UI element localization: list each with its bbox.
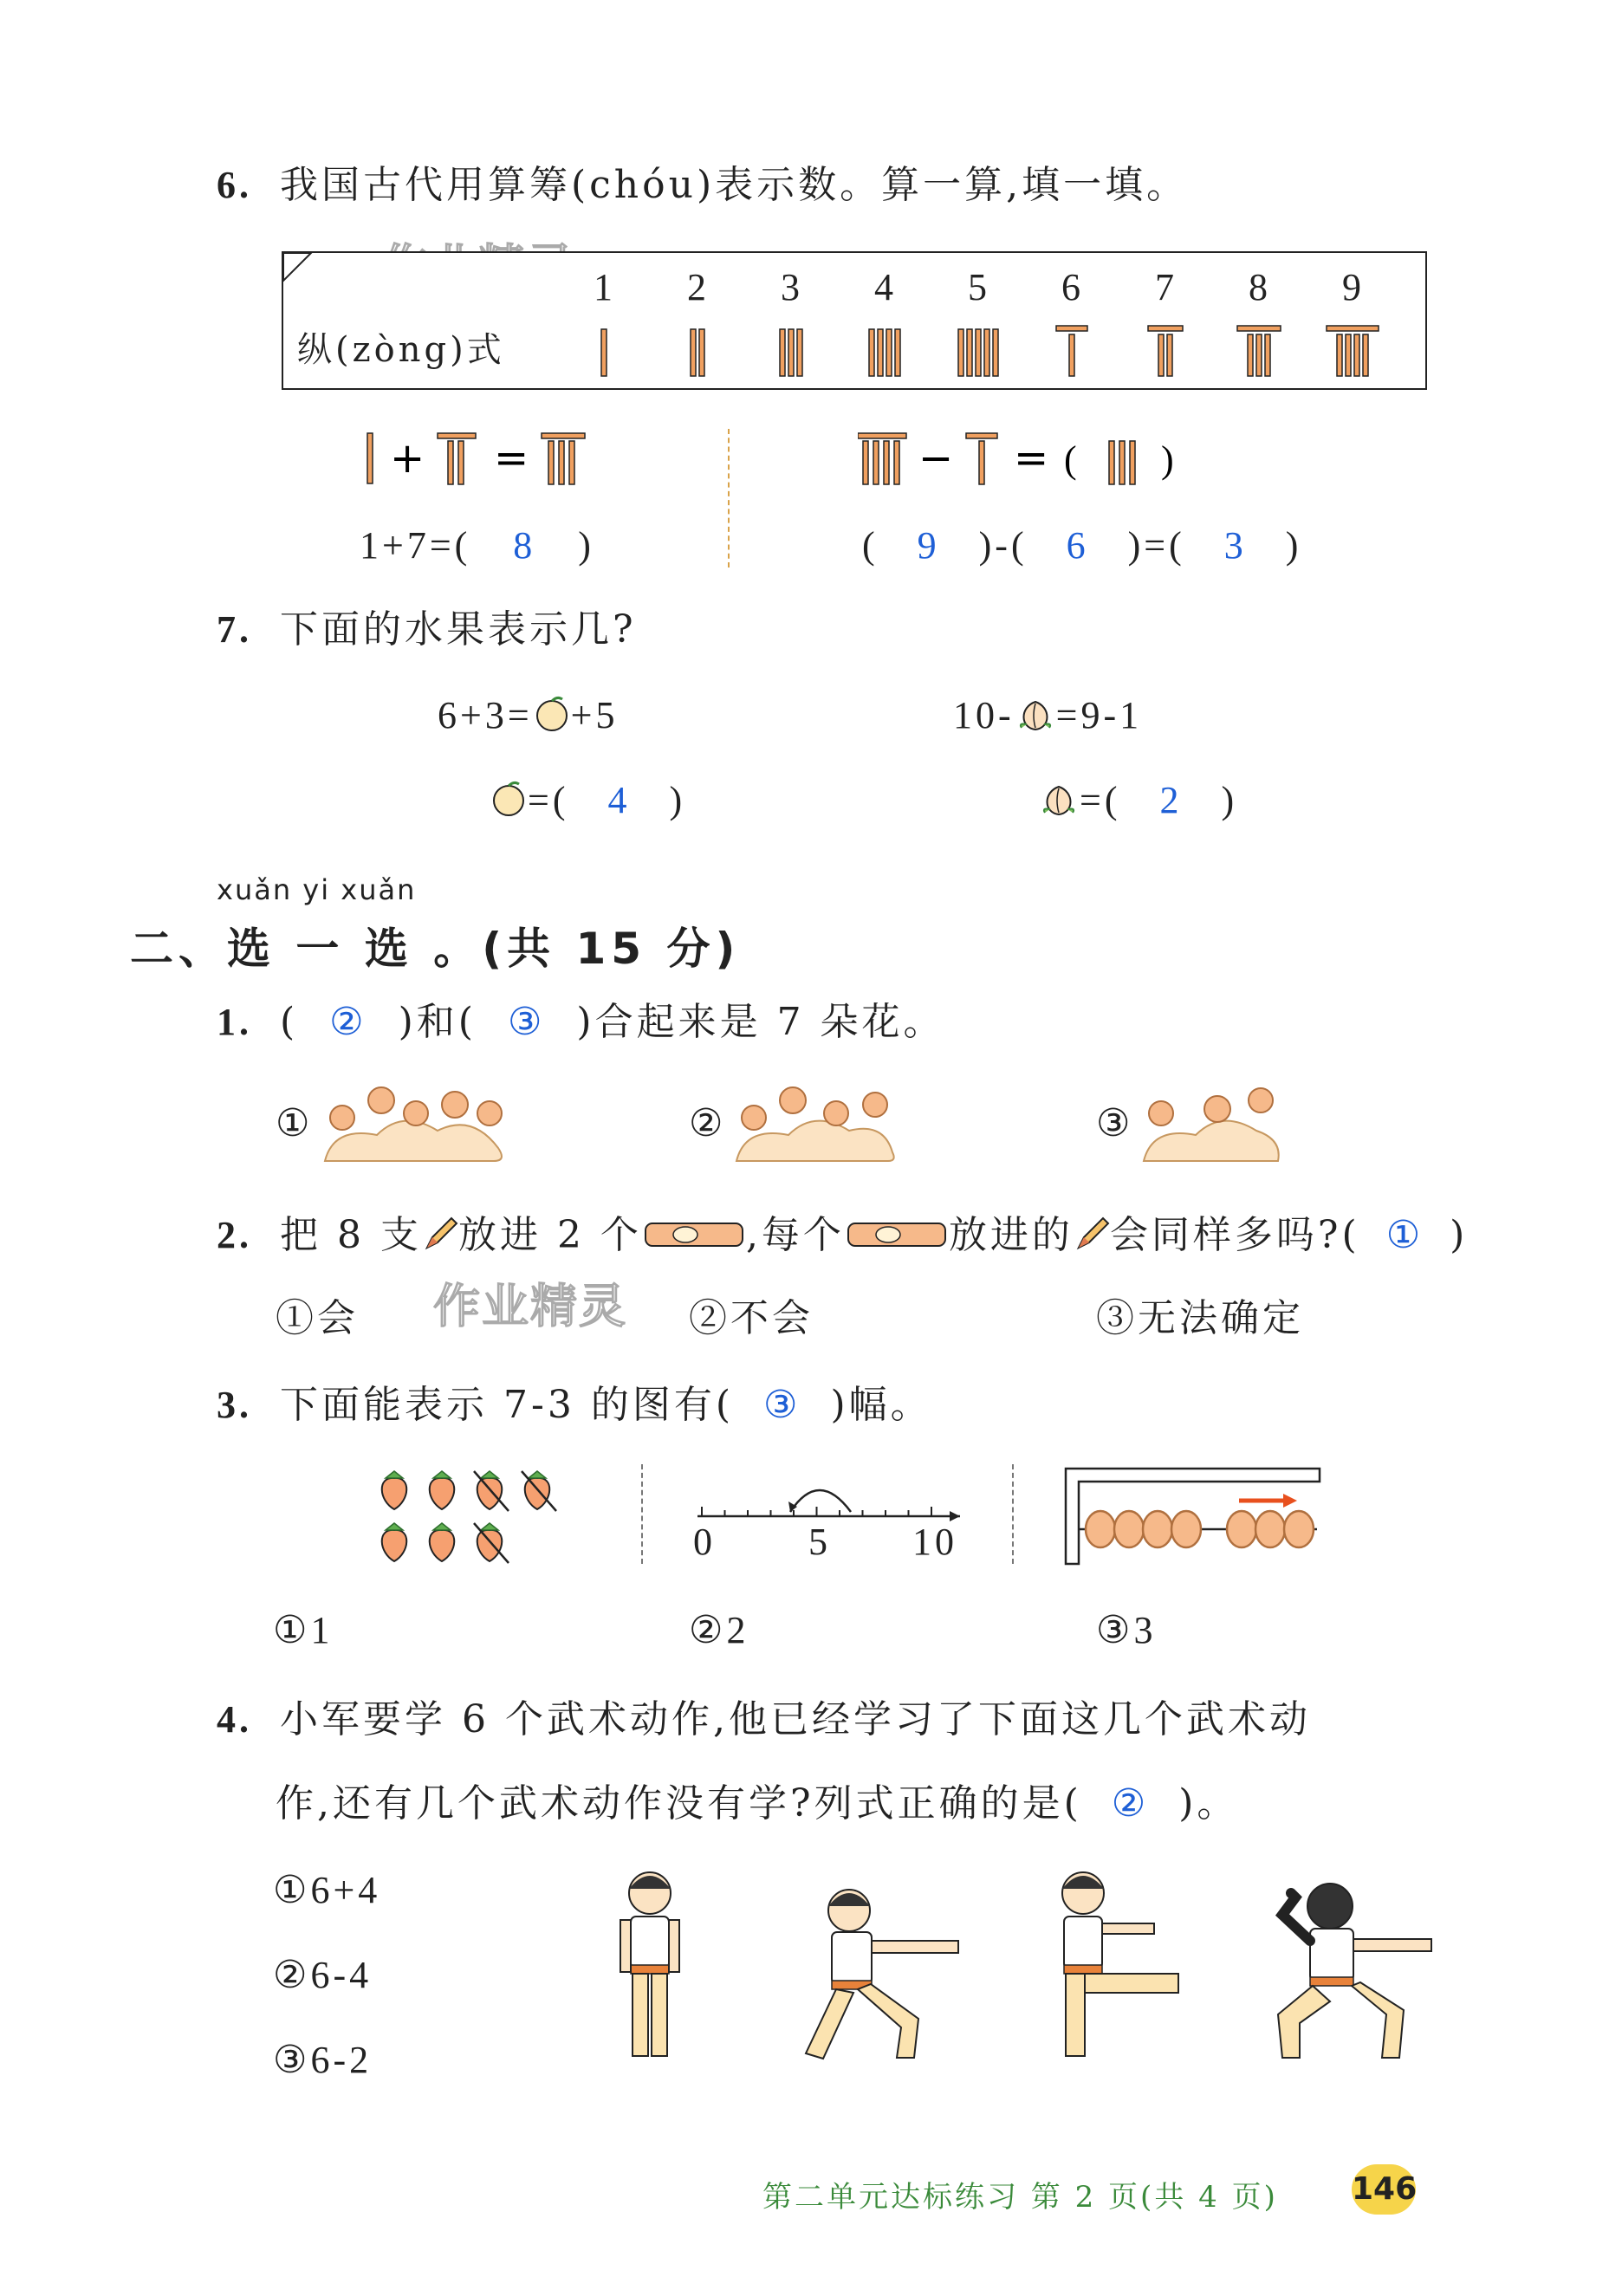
q6-eq2-p4: )=( [1127, 524, 1185, 567]
s1-option1[interactable] [276, 1101, 314, 1145]
table-number-8: 8 [1249, 266, 1271, 308]
q6-prompt: 我国古代用算筹(chóu)表示数。算一算,填一填。 [280, 163, 1189, 207]
abacus-picture [1061, 1464, 1321, 1568]
rod-8 [542, 433, 585, 484]
q7-line [217, 607, 637, 652]
counting-rod-table [282, 251, 1427, 390]
plus-sign: + [390, 434, 425, 483]
table-rod-6 [1056, 326, 1087, 376]
q7-eq1-left: 6+3= [438, 694, 533, 736]
s2-option2[interactable]: ②不会 [689, 1296, 814, 1340]
s4-option1[interactable]: ①6+4 [273, 1869, 381, 1911]
q7-prompt: 下面的水果表示几? [280, 607, 637, 652]
boy-lunge-punch [806, 1890, 958, 2059]
s4-option2[interactable]: ②6-4 [273, 1954, 373, 1996]
s4-line1-text: 小军要学 6 个武术动作,他已经学习了下面这几个武术动 [280, 1697, 1311, 1741]
q6-eq2-a1: 9 [917, 524, 940, 567]
rod-equation-sub [858, 429, 1204, 490]
q7-ans2-close: ) [1221, 779, 1238, 821]
s1-option3-label: ③ [1096, 1101, 1134, 1145]
boy-horse-stance [1278, 1884, 1431, 2058]
table-rod-1 [601, 329, 607, 376]
s2-number: 2. [217, 1214, 252, 1256]
q6-eq2-p0: ( [862, 524, 879, 567]
strawberry-icon [474, 1523, 509, 1563]
table-rod-9 [1327, 326, 1379, 376]
s2-p2: 放进 2 个 [457, 1213, 642, 1257]
martial-arts-figures [598, 1863, 1447, 2079]
flower-bush-3 [1135, 1074, 1291, 1170]
s3-option2[interactable]: ②2 [689, 1609, 749, 1651]
q6-eq1 [360, 524, 594, 567]
table-rod-3 [780, 329, 802, 376]
s2-answer: ① [1385, 1214, 1424, 1256]
q6-line [217, 163, 1189, 207]
strawberry-icon [382, 1471, 407, 1509]
section2-pinyin: xuǎn yi xuǎn [217, 873, 417, 906]
s1-answer2: ③ [507, 1001, 546, 1043]
s3-answer: ③ [763, 1384, 801, 1426]
s2-p1: 把 8 支 [280, 1213, 422, 1257]
q7-ans2-open: =( [1080, 779, 1121, 821]
divider-q6 [728, 429, 730, 568]
pencil-icon [422, 1215, 458, 1253]
q7-number: 7. [217, 608, 252, 651]
numberline-label-5: 5 [808, 1521, 831, 1563]
peach-icon [1015, 695, 1056, 733]
s2-option3[interactable]: ③无法确定 [1096, 1296, 1304, 1340]
q7-ans1 [490, 780, 685, 820]
pencil-case-icon [642, 1215, 746, 1253]
table-rod-8 [1237, 326, 1281, 376]
q7-ans1-open: =( [528, 779, 569, 821]
table-rod-4 [869, 329, 900, 376]
s4-line2-a: 作,还有几个武术动作没有学?列式正确的是( [276, 1781, 1082, 1826]
q7-eq1 [438, 695, 618, 735]
rod-1 [367, 433, 373, 483]
s1-p1: ( [280, 1000, 299, 1044]
page-number-badge: 146 [1352, 2164, 1416, 2215]
s1-number: 1. [217, 1001, 252, 1043]
s4-line2-b: )。 [1178, 1781, 1239, 1826]
table-number-7: 7 [1155, 266, 1178, 308]
flower-bush-4 [728, 1074, 901, 1170]
s4-line2 [276, 1781, 1239, 1826]
table-rod-7 [1148, 326, 1183, 376]
table-rod-2 [691, 329, 704, 376]
q6-eq1-close: ) [578, 524, 594, 567]
minus-sign: − [918, 434, 954, 483]
s1-answer1: ② [329, 1001, 367, 1043]
table-number-6: 6 [1061, 266, 1084, 308]
s3-number: 3. [217, 1384, 252, 1426]
paren-open: ( [1064, 438, 1077, 481]
q7-ans1-close: ) [669, 779, 686, 821]
table-number-9: 9 [1342, 266, 1365, 308]
boy-standing [620, 1872, 679, 2056]
strawberry-icon [382, 1523, 407, 1561]
rod-7 [438, 433, 476, 484]
s4-option3[interactable]: ③6-2 [273, 2039, 373, 2081]
s3-option3[interactable]: ③3 [1096, 1609, 1157, 1651]
peach-icon [1038, 780, 1080, 818]
s2-p4: 放进的 [948, 1213, 1074, 1257]
table-row-label: 纵(zòng)式 [297, 330, 505, 370]
q6-eq2 [862, 524, 1302, 567]
rod-figures [283, 253, 1425, 388]
table-number-1: 1 [594, 266, 616, 308]
rod-3-answer [1109, 441, 1135, 484]
paren-close: ) [1161, 438, 1174, 481]
q7-ans2 [1038, 780, 1237, 820]
divider-s3-1 [641, 1464, 643, 1564]
q6-eq2-a2: 6 [1066, 524, 1089, 567]
strawberry-icon [430, 1523, 455, 1561]
section2-title: 二、选 一 选 。(共 15 分) [130, 924, 741, 974]
s1-option2-label: ② [689, 1101, 727, 1145]
numberline-label-10: 10 [912, 1521, 957, 1563]
q7-eq2-right: =9-1 [1055, 694, 1143, 736]
q7-ans1-value: 4 [607, 779, 631, 821]
footer-text: 第二单元达标练习 第 2 页(共 4 页) [762, 2180, 1278, 2215]
table-number-2: 2 [687, 266, 710, 308]
s1-option3[interactable] [1096, 1101, 1134, 1145]
table-rod-5 [958, 329, 998, 376]
rod-6 [966, 433, 997, 484]
s4-line1 [217, 1697, 1311, 1741]
equals-sign: = [1014, 434, 1049, 483]
q7-ans2-value: 2 [1159, 779, 1183, 821]
s3-option1[interactable]: ①1 [273, 1609, 334, 1651]
q6-eq2-a3: 3 [1223, 524, 1247, 567]
boy-side-kick [1062, 1872, 1178, 2056]
s3-p1: 下面能表示 7-3 的图有( [280, 1383, 734, 1427]
strawberry-icon [522, 1471, 556, 1511]
s4-answer: ② [1111, 1782, 1150, 1825]
s1-p2: )和( [398, 1000, 477, 1044]
pencil-icon [1074, 1215, 1110, 1253]
s2-p5: 会同样多吗?( [1109, 1213, 1360, 1257]
pencil-case-icon [845, 1215, 949, 1253]
strawberry-picture [368, 1464, 576, 1577]
s2-option1[interactable]: ①会 [276, 1296, 359, 1340]
s2-p3: ,每个 [745, 1213, 845, 1257]
q6-eq1-text: 1+7=( [360, 524, 471, 567]
q6-number: 6. [217, 164, 252, 206]
q6-eq2-p2: )-( [978, 524, 1028, 567]
orange-icon [490, 780, 528, 818]
equals-sign: = [494, 434, 529, 483]
orange-icon [533, 695, 571, 733]
flower-bush-5 [316, 1074, 516, 1170]
table-number-5: 5 [968, 266, 990, 308]
s2-line [217, 1215, 1468, 1255]
numberline-label-0: 0 [693, 1521, 716, 1563]
strawberry-icon [430, 1471, 455, 1509]
s1-option1-label: ① [276, 1101, 314, 1145]
rod-9 [858, 433, 906, 484]
table-number-4: 4 [874, 266, 897, 308]
divider-s3-2 [1012, 1464, 1014, 1564]
s1-line [217, 1000, 945, 1044]
q6-eq2-p6: ) [1285, 524, 1302, 567]
strawberry-icon [474, 1471, 509, 1511]
q7-eq2-left: 10- [953, 694, 1015, 736]
q6-eq1-answer: 8 [513, 524, 536, 567]
table-number-3: 3 [781, 266, 803, 308]
s2-p6: ) [1450, 1213, 1469, 1257]
s1-option2[interactable] [689, 1101, 727, 1145]
s3-line [217, 1383, 932, 1427]
watermark-middle: 作业精灵 [433, 1279, 627, 1333]
q7-eq2 [953, 695, 1142, 735]
s3-p2: )幅。 [830, 1383, 932, 1427]
q7-eq1-right: +5 [570, 694, 619, 736]
s1-p3: )合起来是 7 朵花。 [576, 1000, 945, 1044]
rod-equation-add [355, 429, 615, 490]
s4-number: 4. [217, 1698, 252, 1741]
